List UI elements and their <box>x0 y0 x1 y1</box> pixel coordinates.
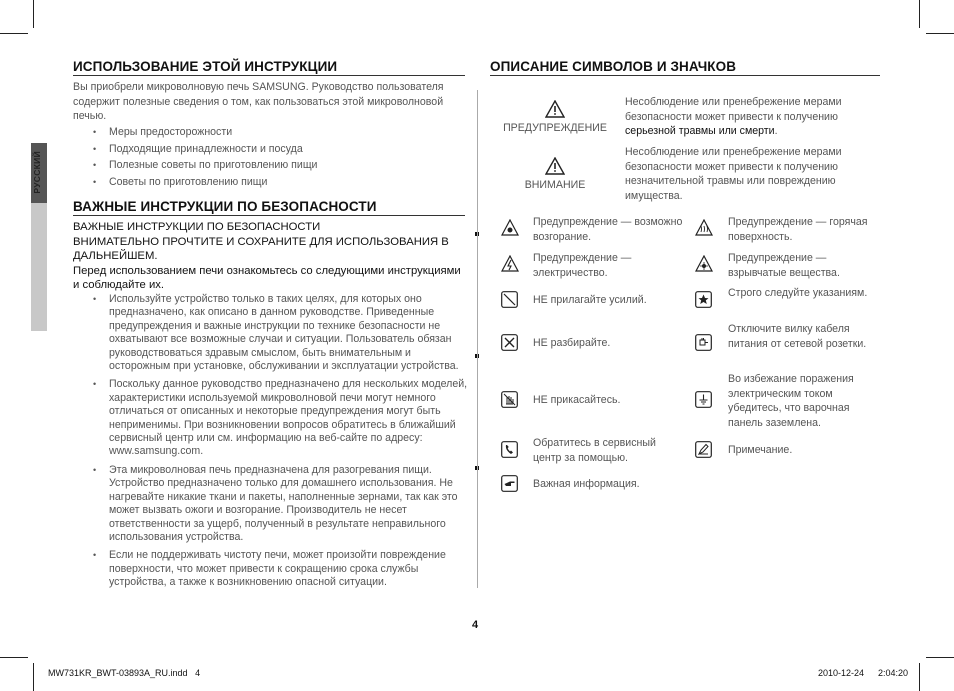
crop-mark <box>0 33 28 34</box>
symbol-text: Важная информация. <box>533 478 640 490</box>
symbol-text: НЕ разбирайте. <box>533 337 611 349</box>
fire-warning-icon <box>501 219 519 236</box>
caps-line: ВНИМАТЕЛЬНО ПРОЧТИТЕ И СОХРАНИТЕ ДЛЯ ИСПОЛЬЗОВАНИЯ В ДАЛЬНЕЙШЕМ. <box>73 235 449 263</box>
usage-heading: ИСПОЛЬЗОВАНИЕ ЭТОЙ ИНСТРУКЦИИ <box>73 59 338 74</box>
caps-line: ВАЖНЫЕ ИНСТРУКЦИИ ПО БЕЗОПАСНОСТИ <box>73 221 321 233</box>
symbol-text: Предупреждение — горячая поверхность. <box>728 216 868 243</box>
crop-mark <box>919 663 920 691</box>
no-disassemble-icon <box>501 334 518 351</box>
symbols-heading: ОПИСАНИЕ СИМВОЛОВ И ЗНАЧКОВ <box>490 59 737 74</box>
list-item: • Поскольку данное руководство предназначено для нескольких моделей, характеристики используемой микроволновой печи могут немного отличаться от описанных и некоторые предупреждения могут быть неприменимы. При возникновении вопросов обратитесь в ближайший сервисный центр или см. информацию на веб-сайте по адресу: www.samsung.com. <box>93 378 468 458</box>
column-rule <box>477 90 478 588</box>
symbol-text: Отключите вилку кабеля питания от сетевой розетки. <box>728 323 867 350</box>
side-tab-label: РУССКИЙ <box>32 151 42 194</box>
warning-end: . <box>774 125 778 138</box>
list-item: • Полезные советы по приготовлению пищи <box>93 158 473 173</box>
list-item: • Советы по приготовлению пищи <box>93 175 473 190</box>
note-icon <box>695 441 712 458</box>
symbol-text: Строго следуйте указаниям. <box>728 287 868 299</box>
symbol-text: Предупреждение — электричество. <box>533 252 632 279</box>
heading-rule <box>73 215 465 216</box>
ground-icon <box>695 391 712 408</box>
list-item: • Подходящие принадлежности и посуда <box>93 142 473 157</box>
list-item: • Используйте устройство только в таких целях, для которых оно предназначено, как описано в данном руководстве. Приведенные предупреждения и важные инструкции по технике безопасности не охватывают все возможные случаи и ситуации. Пользователь обязан руководствоваться здравым смыслом, быть внимательным и осторожным при установке, обслуживании и эксплуатации устройства. <box>93 293 468 373</box>
important-info-icon <box>501 475 518 492</box>
list-item: • Эта микроволновая печь предназначена для разогревания пищи. Устройство предназначено только для домашнего использования. Не нагревайте никакие ткани и пакеты, наполненные зернами, так как это может вызвать ожоги и возгорание. Производитель не несет ответственности за ущерб, полученный в результате неправильного использования устройства. <box>93 464 468 544</box>
warning-label: ПРЕДУПРЕЖДЕНИЕ <box>503 122 607 134</box>
warning-emphasis: серьезной травмы или смерти <box>625 125 775 138</box>
hot-surface-icon <box>695 219 713 236</box>
symbol-text: НЕ прилагайте усилий. <box>533 294 647 306</box>
explosive-warning-icon <box>695 255 713 272</box>
unplug-icon <box>695 334 712 351</box>
crop-mark <box>33 663 34 691</box>
crop-mark <box>33 0 34 28</box>
warning-text: Несоблюдение или пренебрежение мерами безопасности может привести к получению <box>625 96 842 123</box>
footer-date: 2010-12-24 <box>818 668 865 678</box>
crop-mark <box>926 657 954 658</box>
symbol-text: НЕ прикасайтесь. <box>533 394 621 406</box>
intro-paragraph: Вы приобрели микроволновую печь SAMSUNG. Руководство пользователя содержит полезные сведения о том, как пользоваться этой микроволновой печью. <box>73 81 444 123</box>
language-side-tab <box>31 143 47 331</box>
symbol-text: Предупреждение — возможно возгорание. <box>533 216 683 243</box>
follow-instructions-icon <box>695 291 712 308</box>
safety-heading: ВАЖНЫЕ ИНСТРУКЦИИ ПО БЕЗОПАСНОСТИ <box>73 199 377 214</box>
no-touch-icon <box>501 391 518 408</box>
crop-mark <box>926 33 954 34</box>
before-use-notice: Перед использованием печи ознакомьтесь со следующими инструкциями и соблюдайте их. <box>73 265 461 291</box>
warning-description <box>625 95 870 139</box>
no-force-icon <box>501 291 518 308</box>
crop-mark <box>919 0 920 28</box>
footer-filename: MW731KR_BWT-03893A_RU.indd 4 <box>48 668 201 678</box>
safety-caps-notice <box>73 220 468 264</box>
symbol-text: Во избежание поражения электрическим током убедитесь, что варочная панель заземлена. <box>728 373 854 429</box>
caution-description: Несоблюдение или пренебрежение мерами безопасности может привести к получению незначительной травмы или повреждению имущества. <box>625 146 842 202</box>
caution-triangle-icon <box>545 157 565 175</box>
electric-warning-icon <box>501 255 519 272</box>
footer-time: 2:04:20 <box>878 668 909 678</box>
usage-list <box>93 125 473 189</box>
warning-triangle-icon <box>545 100 565 118</box>
service-phone-icon <box>501 441 518 458</box>
heading-rule <box>490 75 880 76</box>
crop-mark <box>0 657 28 658</box>
safety-list <box>93 293 468 595</box>
page-number: 4 <box>472 619 479 631</box>
list-item: • Если не поддерживать чистоту печи, может произойти повреждение поверхности, что может привести к сокращению срока службы устройства, а также к возникновению опасной ситуации. <box>93 549 468 589</box>
symbol-text: Предупреждение — взрывчатые вещества. <box>728 252 840 279</box>
caution-label: ВНИМАНИЕ <box>524 179 586 191</box>
symbol-text: Обратитесь в сервисный центр за помощью. <box>533 437 656 464</box>
list-item: • Меры предосторожности <box>93 125 473 140</box>
symbol-text: Примечание. <box>728 444 793 456</box>
heading-rule <box>73 75 465 76</box>
